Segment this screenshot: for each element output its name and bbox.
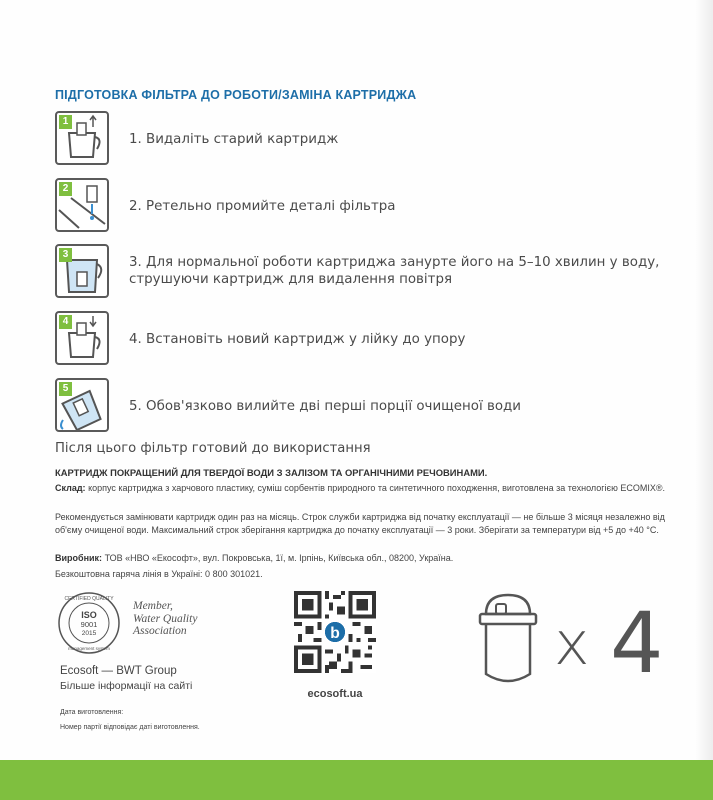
step-4	[55, 311, 695, 365]
manufacturer	[55, 552, 665, 565]
step-number: 3	[59, 248, 72, 262]
soak-cartridge-icon	[55, 244, 109, 298]
step-2	[55, 178, 695, 232]
step-5	[55, 378, 695, 432]
ready-text: Після цього фільтр готовий до використання	[55, 441, 371, 456]
quantity-number: 4	[610, 594, 664, 692]
page-edge-shade	[695, 0, 713, 760]
cartridge-icon	[472, 592, 544, 692]
step-text: 1. Видаліть старий картридж	[129, 132, 339, 147]
svg-text:b: b	[330, 624, 340, 642]
rinse-parts-icon	[55, 178, 109, 232]
step-text: 2. Ретельно промийте деталі фільтра	[129, 199, 396, 214]
hotline: Безкоштовна гаряча лінія в Україні: 0 800 301021.	[55, 569, 263, 579]
wqa-line2: Water Quality	[133, 612, 198, 625]
step-text-line2: струшуючи картридж для видалення повітря	[129, 272, 453, 287]
company-group: Ecosoft — BWT Group	[60, 665, 177, 677]
step-text	[129, 254, 659, 288]
step-number: 5	[59, 382, 72, 396]
step-number: 2	[59, 182, 72, 196]
remove-cartridge-icon	[55, 111, 109, 165]
manufacturer-label: Виробник:	[55, 553, 103, 563]
composition	[55, 482, 665, 495]
bottom-green-bar	[0, 760, 713, 800]
step-number: 1	[59, 115, 72, 129]
qr-code[interactable]	[294, 591, 376, 673]
batch-number: Номер партії відповідає даті виготовлення.	[60, 724, 200, 731]
more-info-text: Більше інформації на сайті	[60, 680, 193, 692]
step-text: 4. Встановіть новий картридж у лійку до упору	[129, 332, 466, 347]
step-number: 4	[59, 315, 72, 329]
step-3	[55, 244, 695, 298]
composition-label: Склад:	[55, 483, 86, 493]
manufacture-date: Дата виготовлення:	[60, 709, 124, 716]
website-url[interactable]: ecosoft.ua	[307, 688, 363, 700]
step-text: 5. Обов'язково вилийте дві перші порції очищеної води	[129, 399, 521, 414]
recommendation-text: Рекомендується замінювати картридж один раз на місяць. Строк служби картриджа від початку експлуатації — не більше 3 місяця незалежно від об'єму очищеної води. Максимальний строк зберігання картриджа до початку експлуатації — 3 роки. Зберігати за температури від +5 до +40 °С.	[55, 512, 665, 535]
pour-water-icon	[55, 378, 109, 432]
step-text-line1: 3. Для нормальної роботи картриджа занурте його на 5–10 хвилин у воду,	[129, 255, 660, 270]
step-1	[55, 111, 695, 165]
iso-label: ISO	[81, 610, 97, 620]
iso-number: 9001	[80, 620, 98, 629]
wqa-line1: Member,	[133, 600, 173, 612]
iso-year: 2015	[81, 630, 97, 637]
composition-text: корпус картриджа з харчового пластику, суміш сорбентів природного та синтетичного походження, виготовлена за технологією ECOMIX®.	[88, 483, 666, 493]
wqa-line3: Association	[133, 625, 187, 637]
manufacturer-text: ТОВ «НВО «Екософт», вул. Покровська, 1ї, м. Ірпінь, Київська обл., 08200, Україна.	[104, 553, 454, 563]
section-heading: ПІДГОТОВКА ФІЛЬТРА ДО РОБОТИ/ЗАМІНА КАРТРИДЖА	[55, 88, 417, 102]
iso-top-text: CERTIFIED QUALITY	[64, 596, 114, 602]
iso-certification-badge	[57, 591, 121, 655]
insert-cartridge-icon	[55, 311, 109, 365]
multiplier-sign: x	[554, 609, 590, 679]
iso-bottom-text: management system	[68, 646, 110, 651]
wqa-member-text	[133, 600, 197, 638]
product-title: КАРТРИДЖ ПОКРАЩЕНИЙ ДЛЯ ТВЕРДОЇ ВОДИ З ЗАЛІЗОМ ТА ОРГАНІЧНИМИ РЕЧОВИНАМИ.	[55, 467, 488, 478]
